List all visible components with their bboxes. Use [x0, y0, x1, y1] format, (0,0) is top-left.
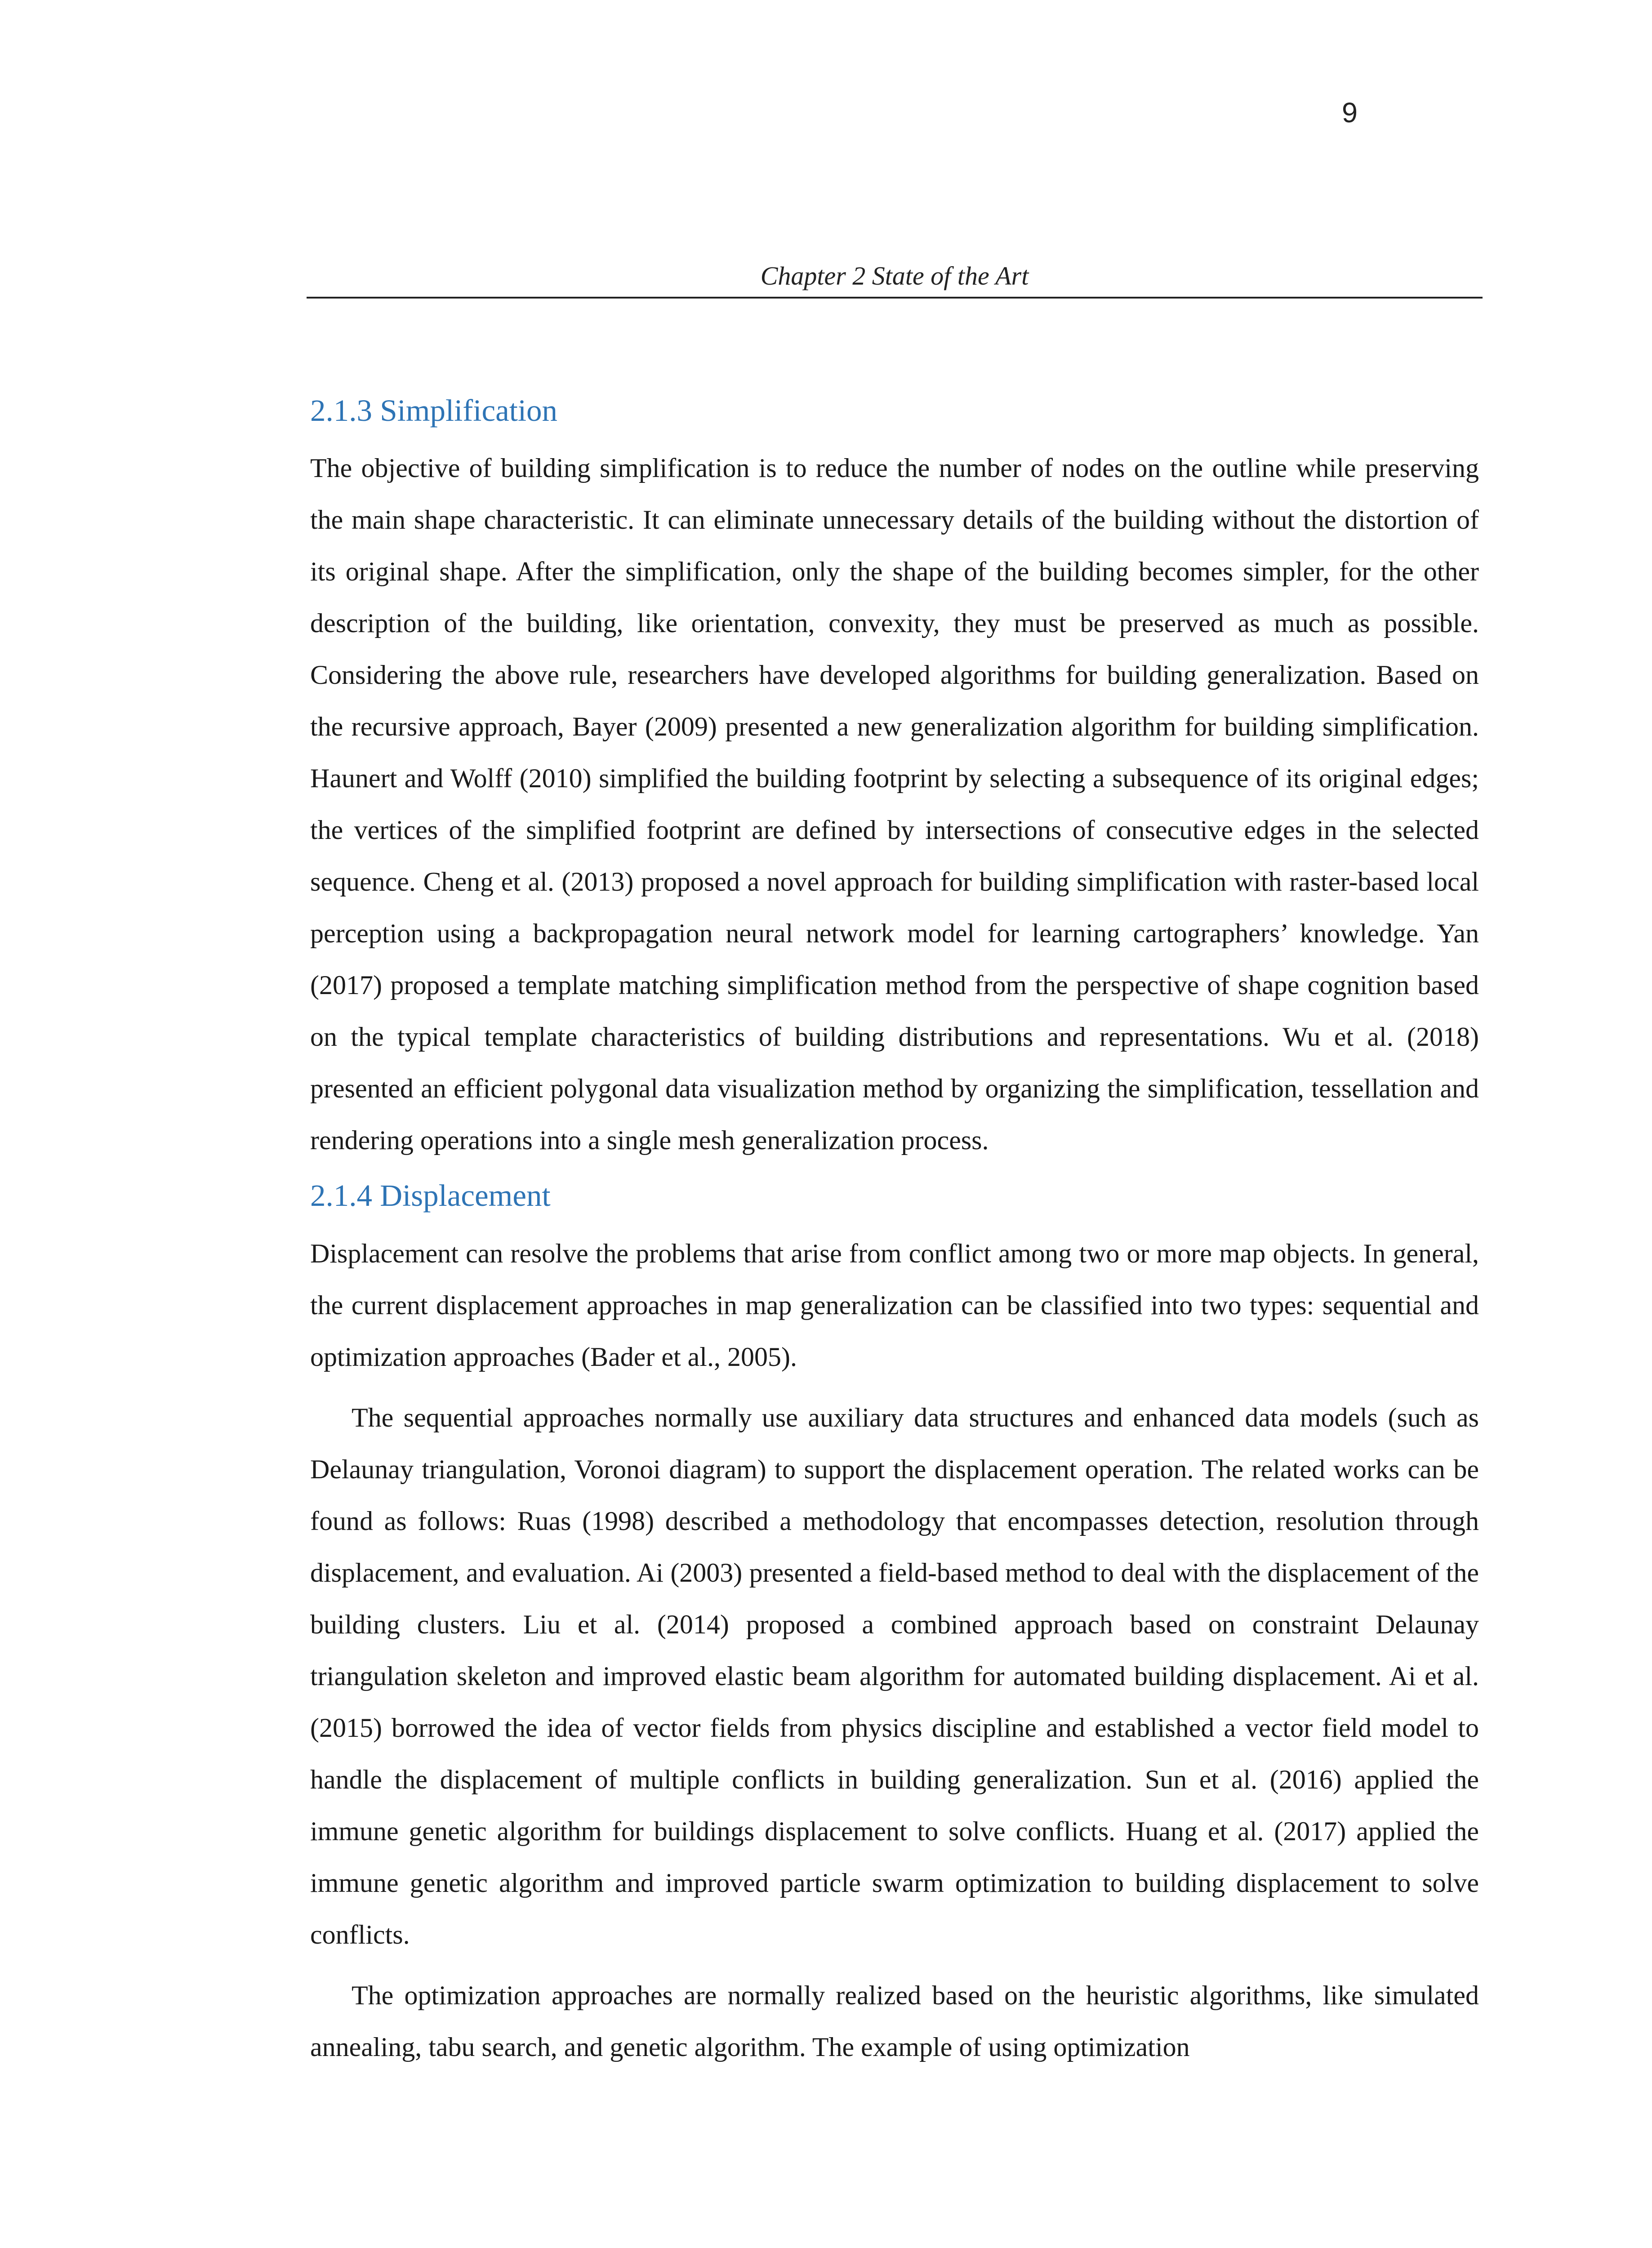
paragraph-displacement-intro: Displacement can resolve the problems that arise from conflict among two or more map objects. In general, the current displacement approaches in map generalization can be classified into two types: sequential and optimization approaches (Bader et al., 2005).	[310, 1238, 1479, 1372]
section-heading-displacement: 2.1.4 Displacement	[310, 1178, 551, 1213]
page-number: 9	[1342, 97, 1358, 129]
paragraph-simplification: The objective of building simplification is to reduce the number of nodes on the outline while preserving the main shape characteristic. It can eliminate unnecessary details of the building without the distortion of its original shape. After the simplification, only the shape of the building becomes simpler, for the other description of the building, like orientation, convexity, they must be preserved as much as possible. Considering the above rule, researchers have developed algorithms for building generalization. Based on the recursive approach, Bayer (2009) presented a new generalization algorithm for building simplification. Haunert and Wolff (2010) simplified the building footprint by selecting a subsequence of its original edges; the vertices of the simplified footprint are defined by intersections of consecutive edges in the selected sequence. Cheng et al. (2013) proposed a novel approach for building simplification with raster-based local perception using a backpropagation neural network model for learning cartographers’ knowledge. Yan (2017) proposed a template matching simplification method from the perspective of shape cognition based on the typical template characteristics of building distributions and representations. Wu et al. (2018) presented an efficient polygonal data visualization method by organizing the simplification, tessellation and rendering operations into a single mesh generalization process.	[310, 453, 1479, 1155]
paragraph-sequential-approaches: The sequential approaches normally use auxiliary data structures and enhanced data models (such as Delaunay triangulation, Voronoi diagram) to support the displacement operation. The related works can be found as follows: Ruas (1998) described a methodology that encompasses detection, resolution through displacement, and evaluation. Ai (2003) presented a field-based method to deal with the displacement of the building clusters. Liu et al. (2014) proposed a combined approach based on constraint Delaunay triangulation skeleton and improved elastic beam algorithm for automated building displacement. Ai et al. (2015) borrowed the idea of vector fields from physics discipline and established a vector field model to handle the displacement of multiple conflicts in building generalization. Sun et al. (2016) applied the immune genetic algorithm for buildings displacement to solve conflicts. Huang et al. (2017) applied the immune genetic algorithm and improved particle swarm optimization to building displacement to solve conflicts.	[310, 1402, 1479, 1949]
paragraph-optimization-approaches: The optimization approaches are normally realized based on the heuristic algorithms, like simulated annealing, tabu search, and genetic algorithm. The example of using optimization	[310, 1980, 1479, 2062]
header-rule	[307, 297, 1483, 299]
running-header: Chapter 2 State of the Art	[760, 261, 1029, 290]
page-body	[310, 391, 1479, 2073]
section-heading-simplification: 2.1.3 Simplification	[310, 393, 558, 428]
